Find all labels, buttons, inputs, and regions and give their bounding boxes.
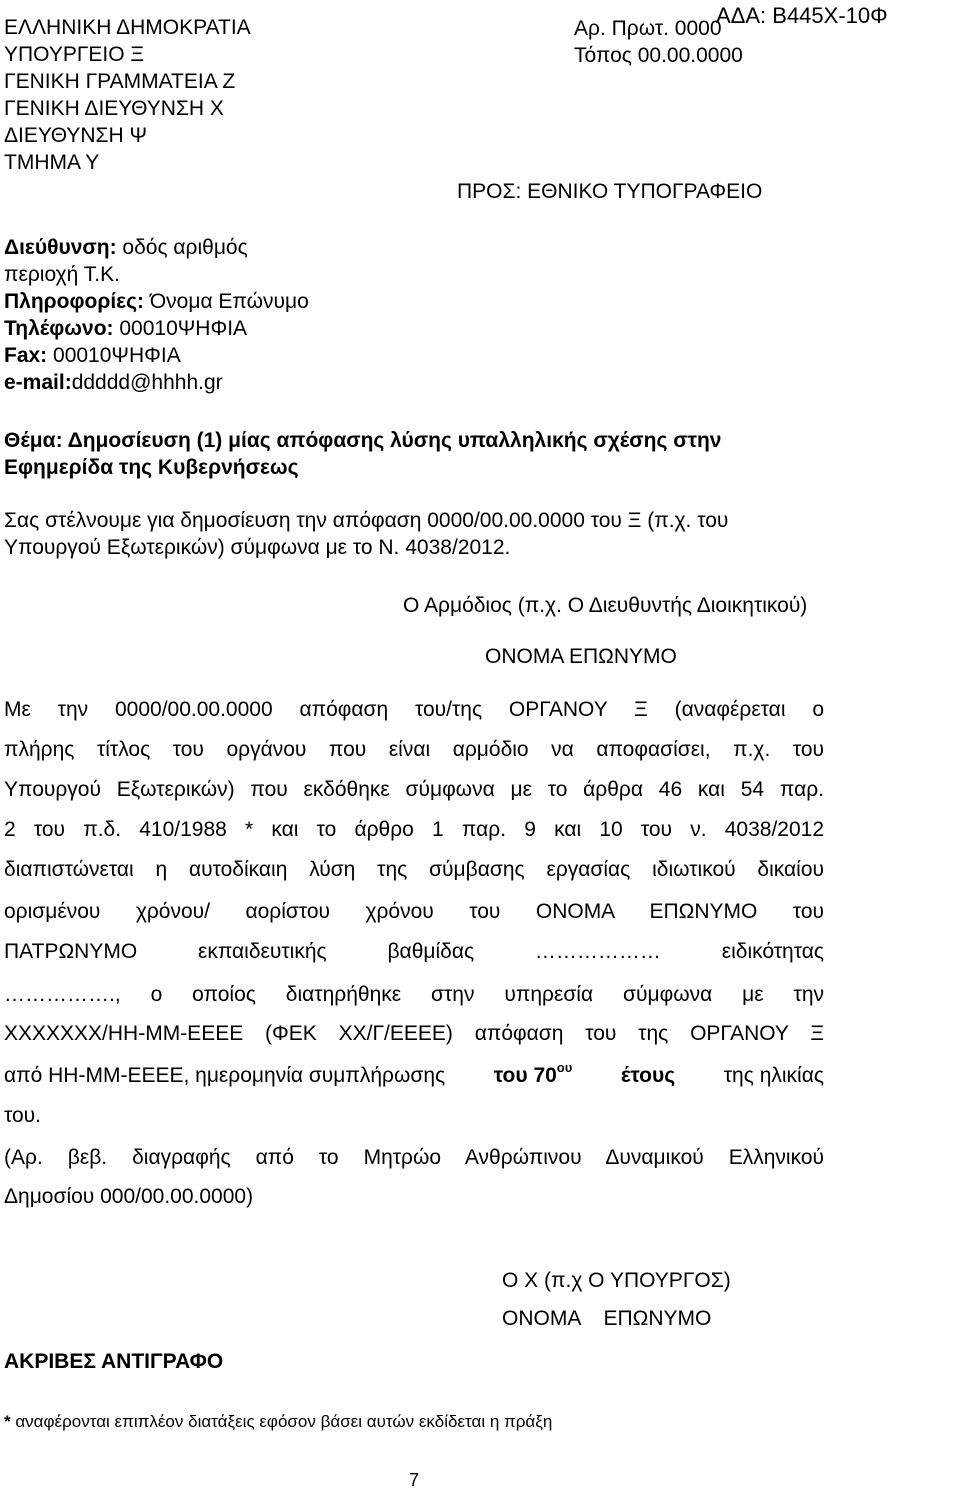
protocol-number: Αρ. Πρωτ. 0000 bbox=[574, 17, 722, 40]
page-number: 7 bbox=[409, 1470, 420, 1490]
contact-email bbox=[4, 371, 223, 395]
subject-line-1: Θέμα: Δημοσίευση (1) μίας απόφασης λύσης υπαλληλικής σχέσης στην bbox=[4, 429, 722, 452]
header-general-secretariat: ΓΕΝΙΚΗ ΓΡΑΜΜΑΤΕΙΑ Ζ bbox=[4, 70, 236, 93]
header-directorate: ΔΙΕΥΘΥΝΣΗ Ψ bbox=[4, 124, 148, 147]
certified-copy: ΑΚΡΙΒΕΣ ΑΝΤΙΓΡΑΦΟ bbox=[4, 1350, 224, 1373]
subject-line-2: Εφημερίδα της Κυβερνήσεως bbox=[4, 456, 299, 479]
body-line-10-pre: από ΗΗ-ΜΜ-ΕΕΕΕ, ημερομηνία συμπλήρωσης bbox=[4, 1064, 446, 1087]
header-ministry: ΥΠΟΥΡΓΕΙΟ Ξ bbox=[4, 43, 145, 66]
body-line-8: ……………., ο οποίος διατηρήθηκε στην υπηρεσία σύμφωνα με την bbox=[4, 983, 824, 1006]
body-line-4: 2 του π.δ. 410/1988 * και το άρθρο 1 παρ. 9 και 10 του ν. 4038/2012 bbox=[4, 818, 824, 841]
year-word: έτους bbox=[620, 1064, 676, 1087]
intro-line-1: Σας στέλνουμε για δημοσίευση την απόφαση 0000/00.00.0000 του Ξ (π.χ. του bbox=[4, 509, 729, 532]
fax-value: 00010ΨΗΦΙΑ bbox=[47, 344, 181, 367]
note-line-1: (Αρ. βεβ. διαγραφής από το Μητρώο Ανθρώπινου Δυναμικού Ελληνικού bbox=[4, 1146, 824, 1169]
contact-address bbox=[4, 236, 248, 260]
footnote-text: αναφέρονται επιπλέον διατάξεις εφόσον βάσει αυτών εκδίδεται η πράξη bbox=[10, 1412, 553, 1431]
body-line-6: ορισμένου χρόνου/ αορίστου χρόνου του ΟΝΟΜΑ ΕΠΩΝΥΜΟ του bbox=[4, 900, 824, 923]
note-line-2: Δημοσίου 000/00.00.0000) bbox=[4, 1185, 254, 1208]
signer-name: ΟΝΟΜΑ ΕΠΩΝΥΜΟ bbox=[485, 645, 677, 668]
header-general-directorate: ΓΕΝΙΚΗ ΔΙΕΥΘΥΝΣΗ Χ bbox=[4, 97, 224, 120]
contact-address-line2: περιοχή Τ.Κ. bbox=[4, 263, 120, 286]
minister-role: Ο Χ (π.χ Ο ΥΠΟΥΡΓΟΣ) bbox=[502, 1269, 731, 1292]
phone-value: 00010ΨΗΦΙΑ bbox=[113, 317, 248, 340]
info-label: Πληροφορίες: bbox=[4, 290, 145, 313]
contact-phone bbox=[4, 317, 247, 341]
recipient: ΠΡΟΣ: ΕΘΝΙΚΟ ΤΥΠΟΓΡΑΦΕΙΟ bbox=[457, 180, 763, 203]
ordinal-suffix: ου bbox=[556, 1060, 573, 1075]
ada-code: ΑΔΑ: Β445Χ-10Φ bbox=[716, 3, 888, 28]
body-line-11: του. bbox=[4, 1104, 41, 1127]
place-date: Τόπος 00.00.0000 bbox=[574, 44, 743, 67]
intro-line-2: Υπουργού Εξωτερικών) σύμφωνα με το Ν. 4038/2012. bbox=[4, 536, 511, 559]
body-line-5: διαπιστώνεται η αυτοδίκαιη λύση της σύμβασης εργασίας ιδιωτικού δικαίου bbox=[4, 858, 824, 881]
contact-info bbox=[4, 290, 309, 314]
address-value: οδός αριθμός bbox=[116, 236, 248, 259]
footnote bbox=[4, 1410, 552, 1434]
body-line-7: ΠΑΤΡΩΝΥΜΟ εκπαιδευτικής βαθμίδας ……………… ειδικότητας bbox=[4, 940, 824, 963]
address-label: Διεύθυνση: bbox=[4, 236, 117, 259]
info-value: Όνομα Επώνυμο bbox=[144, 290, 309, 313]
body-line-10 bbox=[4, 1060, 824, 1088]
minister-name: ΟΝΟΜΑ ΕΠΩΝΥΜΟ bbox=[502, 1307, 712, 1330]
age-70-text: του 70 bbox=[493, 1064, 557, 1087]
email-value: ddddd@hhhh.gr bbox=[71, 371, 223, 394]
contact-fax bbox=[4, 344, 181, 368]
phone-label: Τηλέφωνο: bbox=[4, 317, 114, 340]
body-line-3: Υπουργού Εξωτερικών) που εκδόθηκε σύμφωνα με το άρθρα 46 και 54 παρ. bbox=[4, 778, 824, 801]
body-line-10-post: της ηλικίας bbox=[723, 1064, 824, 1087]
body-line-1: Με την 0000/00.00.0000 απόφαση του/της ΟΡΓΑΝΟΥ Ξ (αναφέρεται ο bbox=[4, 698, 824, 721]
header-state: ΕΛΛΗΝΙΚΗ ΔΗΜΟΚΡΑΤΙΑ bbox=[4, 16, 251, 39]
age-70th bbox=[493, 1060, 573, 1088]
footnote-star: * bbox=[4, 1412, 11, 1431]
fax-label: Fax: bbox=[4, 344, 48, 367]
body-line-2: πλήρης τίτλος του οργάνου που είναι αρμόδιο να αποφασίσει, π.χ. του bbox=[4, 738, 824, 761]
body-line-9: ΧΧΧΧΧΧΧ/ΗΗ-ΜΜ-ΕΕΕΕ (ΦΕΚ ΧΧ/Γ/ΕΕΕΕ) απόφαση του της ΟΡΓΑΝΟΥ Ξ bbox=[4, 1022, 824, 1045]
signer-role: Ο Αρμόδιος (π.χ. Ο Διευθυντής Διοικητικού) bbox=[403, 594, 808, 617]
email-label: e-mail: bbox=[4, 371, 72, 394]
header-department: ΤΜΗΜΑ Υ bbox=[4, 151, 100, 174]
